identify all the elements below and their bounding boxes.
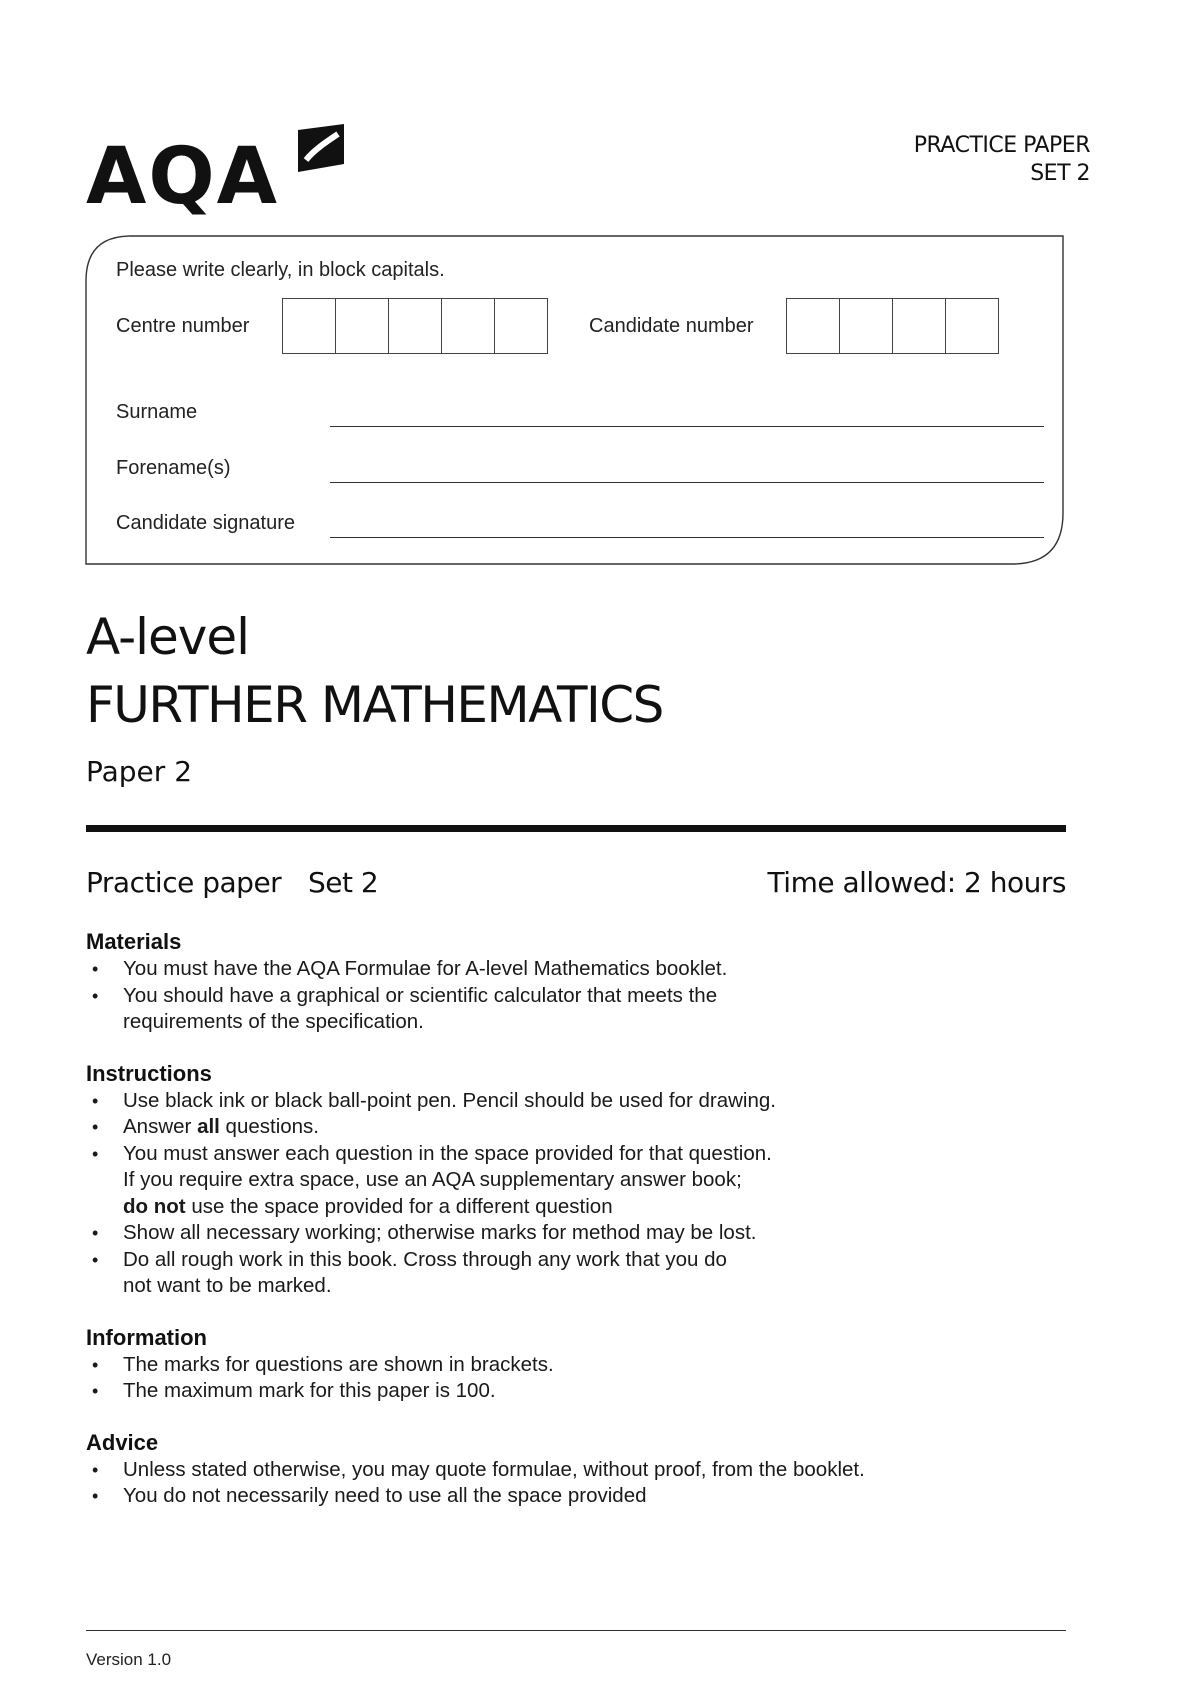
practice-paper-row [86,866,1066,902]
information-heading: Information [86,1324,207,1350]
paper-number: Paper 2 [86,755,193,788]
footer-divider [86,1630,1066,1631]
list-item: • You do not necessarily need to use all the space provided [86,1483,1086,1510]
qualification-level: A-level [86,608,250,666]
version-label: Version 1.0 [86,1650,172,1669]
centre-number-label: Centre number [116,315,250,337]
time-allowed: Time allowed: 2 hours [767,866,1066,899]
practice-paper-text: Practice paper [86,866,282,899]
list-item: • You must have the AQA Formulae for A-level Mathematics booklet. [86,956,1086,983]
list-item: • The marks for questions are shown in brackets. [86,1352,1086,1379]
advice-section [86,1429,1086,1510]
candidate-details-box [85,235,1065,565]
practice-paper-line1: PRACTICE PAPER [913,133,1090,158]
aqa-leaf-icon [292,120,350,178]
logo-text: AQA [86,132,280,222]
subject-title: FURTHER MATHEMATICS [86,676,663,734]
materials-heading: Materials [86,929,182,954]
centre-digit-box[interactable] [388,298,442,354]
candidate-digit-box[interactable] [786,298,840,354]
list-item: • Use black ink or black ball-point pen. Pencil should be used for drawing. [86,1088,1086,1115]
instructions-heading: Instructions [86,1060,212,1086]
signature-label: Candidate signature [116,512,296,534]
advice-heading: Advice [86,1429,159,1455]
instructions-section [86,1060,1086,1300]
practice-paper-label [914,132,1090,188]
forenames-line[interactable] [330,482,1044,483]
signature-line[interactable] [330,537,1044,538]
list-item: • Unless stated otherwise, you may quote formulae, without proof, from the booklet. [86,1457,1086,1484]
materials-section [86,928,1086,1036]
surname-line[interactable] [330,426,1044,427]
candidate-digit-box[interactable] [839,298,893,354]
block-capitals-instruction: Please write clearly, in block capitals. [116,259,445,281]
list-item: • You should have a graphical or scientific calculator that meets the requirements of the specification. [86,983,1086,1036]
aqa-logo [86,120,356,220]
candidate-number-boxes[interactable] [786,298,999,354]
centre-digit-box[interactable] [441,298,495,354]
candidate-number-label: Candidate number [589,315,754,337]
list-item: • Do all rough work in this book. Cross through any work that you do not want to be marked. [86,1247,1086,1300]
centre-digit-box[interactable] [282,298,336,354]
list-item: • Show all necessary working; otherwise marks for method may be lost. [86,1220,1086,1247]
title-divider [86,825,1066,832]
forenames-label: Forename(s) [116,457,231,479]
candidate-digit-box[interactable] [892,298,946,354]
information-section [86,1324,1086,1405]
centre-digit-box[interactable] [494,298,548,354]
surname-label: Surname [116,401,198,423]
centre-number-boxes[interactable] [282,298,548,354]
list-item: • The maximum mark for this paper is 100. [86,1378,1086,1405]
list-item: • Answer all questions. [86,1114,1086,1141]
centre-digit-box[interactable] [335,298,389,354]
list-item: • You must answer each question in the space provided for that question. If you require extra space, use an AQA supplementary answer book; do not use the space provided for a different question [86,1141,1086,1221]
candidate-digit-box[interactable] [945,298,999,354]
set-number: Set 2 [308,866,379,899]
instructions-sections [86,928,1086,1534]
practice-paper-line2: SET 2 [1030,161,1090,186]
